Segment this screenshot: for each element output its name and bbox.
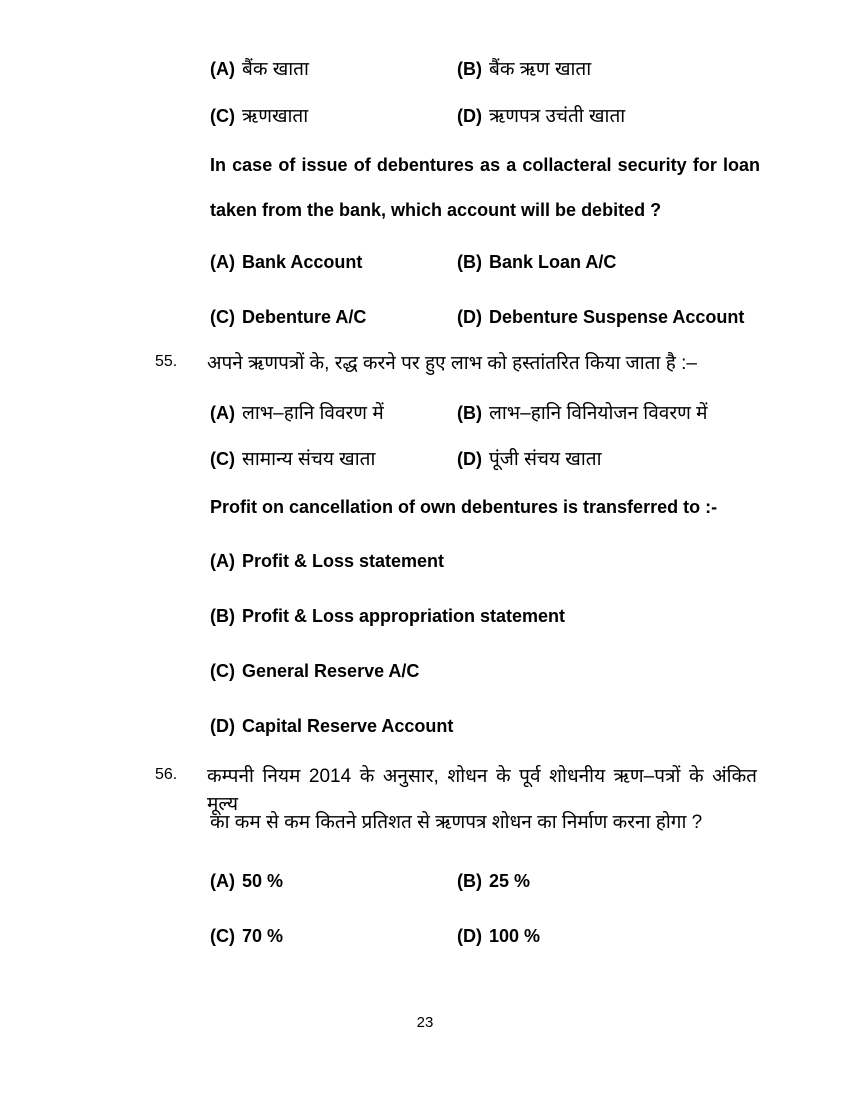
q54-english-options-row-2 [210, 305, 810, 329]
q55-option-c-english [210, 659, 419, 683]
option-text: 50 % [242, 871, 284, 891]
q54-hindi-options-row-2 [210, 102, 810, 131]
option-letter: (D) [457, 449, 482, 469]
q54-option-a-hindi [210, 55, 457, 84]
option-text: लाभ–हानि विवरण में [242, 403, 384, 424]
option-text: Debenture Suspense Account [489, 307, 745, 327]
option-letter: (A) [210, 403, 235, 423]
q56-option-c [210, 924, 457, 948]
q54-option-c-hindi [210, 102, 457, 131]
option-text: बैंक ऋण खाता [489, 59, 592, 80]
q54-option-d-english [457, 305, 744, 329]
option-letter: (B) [457, 59, 482, 79]
q54-option-d-hindi [457, 102, 625, 131]
q54-hindi-options-row-1 [210, 55, 810, 84]
question-55-number: 55. [155, 353, 178, 370]
question-55-hindi [155, 350, 815, 378]
option-text: Debenture A/C [242, 307, 367, 327]
option-text: Capital Reserve Account [242, 716, 454, 736]
question-55-text-hindi: अपने ऋणपत्रों के, रद्ध करने पर हुए लाभ को हस्तांतरित किया जाता है :– [207, 353, 697, 374]
q56-option-a [210, 869, 457, 893]
q55-option-a-hindi [210, 399, 457, 428]
q55-hindi-options-row-1 [210, 399, 810, 428]
option-letter: (D) [210, 716, 235, 736]
q55-option-c-hindi [210, 445, 457, 474]
q56-option-d [457, 924, 540, 948]
option-letter: (D) [457, 106, 482, 126]
option-letter: (B) [210, 606, 235, 626]
option-letter: (D) [457, 926, 482, 946]
question-55-text-english: Profit on cancellation of own debentures is transferred to :- [210, 497, 718, 517]
q54-option-b-hindi [457, 55, 591, 84]
q54-question-english-line-2: taken from the bank, which account will be debited ? [210, 200, 662, 220]
option-letter: (B) [457, 871, 482, 891]
option-text: General Reserve A/C [242, 661, 420, 681]
option-letter: (C) [210, 661, 235, 681]
q55-hindi-options-row-2 [210, 445, 810, 474]
q55-option-d-hindi [457, 445, 602, 474]
q56-options-row-2 [210, 924, 810, 948]
option-text: Bank Loan A/C [489, 252, 617, 272]
option-letter: (B) [457, 403, 482, 423]
option-letter: (A) [210, 59, 235, 79]
option-text: 25 % [489, 871, 531, 891]
q55-option-d-english [210, 714, 453, 738]
q56-options-row-1 [210, 869, 810, 893]
option-text: Profit & Loss statement [242, 551, 445, 571]
option-letter: (A) [210, 252, 235, 272]
q54-question-english-line-1: In case of issue of debentures as a collacteral security for loan [210, 155, 760, 175]
q55-option-b-english [210, 604, 565, 628]
q54-option-b-english [457, 250, 616, 274]
option-text: ऋणपत्र उचंती खाता [489, 106, 626, 127]
option-text: लाभ–हानि विनियोजन विवरण में [489, 403, 708, 424]
q55-option-a-english [210, 549, 444, 573]
q54-english-options-row-1 [210, 250, 810, 274]
option-letter: (A) [210, 871, 235, 891]
option-text: Profit & Loss appropriation statement [242, 606, 566, 626]
option-letter: (C) [210, 307, 235, 327]
option-text: Bank Account [242, 252, 363, 272]
question-56-text-hindi-line-2: का कम से कम कितने प्रतिशत से ऋणपत्र शोधन का निर्माण करना होगा ? [210, 812, 703, 833]
question-56-text-hindi-line-1: कम्पनी नियम 2014 के अनुसार, शोधन के पूर्व शोधनीय ऋण–पत्रों के अंकित मूल्य [207, 766, 757, 815]
option-letter: (C) [210, 449, 235, 469]
option-letter: (A) [210, 551, 235, 571]
q56-option-b [457, 869, 530, 893]
option-letter: (C) [210, 106, 235, 126]
q55-option-b-hindi [457, 399, 708, 428]
page-number: 23 [416, 1014, 434, 1031]
question-56-number: 56. [155, 766, 178, 783]
q54-option-a-english [210, 250, 457, 274]
option-text: 70 % [242, 926, 284, 946]
option-letter: (C) [210, 926, 235, 946]
option-text: ऋणखाता [242, 106, 309, 127]
option-text: 100 % [489, 926, 541, 946]
option-letter: (B) [457, 252, 482, 272]
option-letter: (D) [457, 307, 482, 327]
option-text: पूंजी संचय खाता [489, 449, 602, 470]
option-text: सामान्य संचय खाता [242, 449, 376, 470]
option-text: बैंक खाता [242, 59, 309, 80]
q54-option-c-english [210, 305, 457, 329]
